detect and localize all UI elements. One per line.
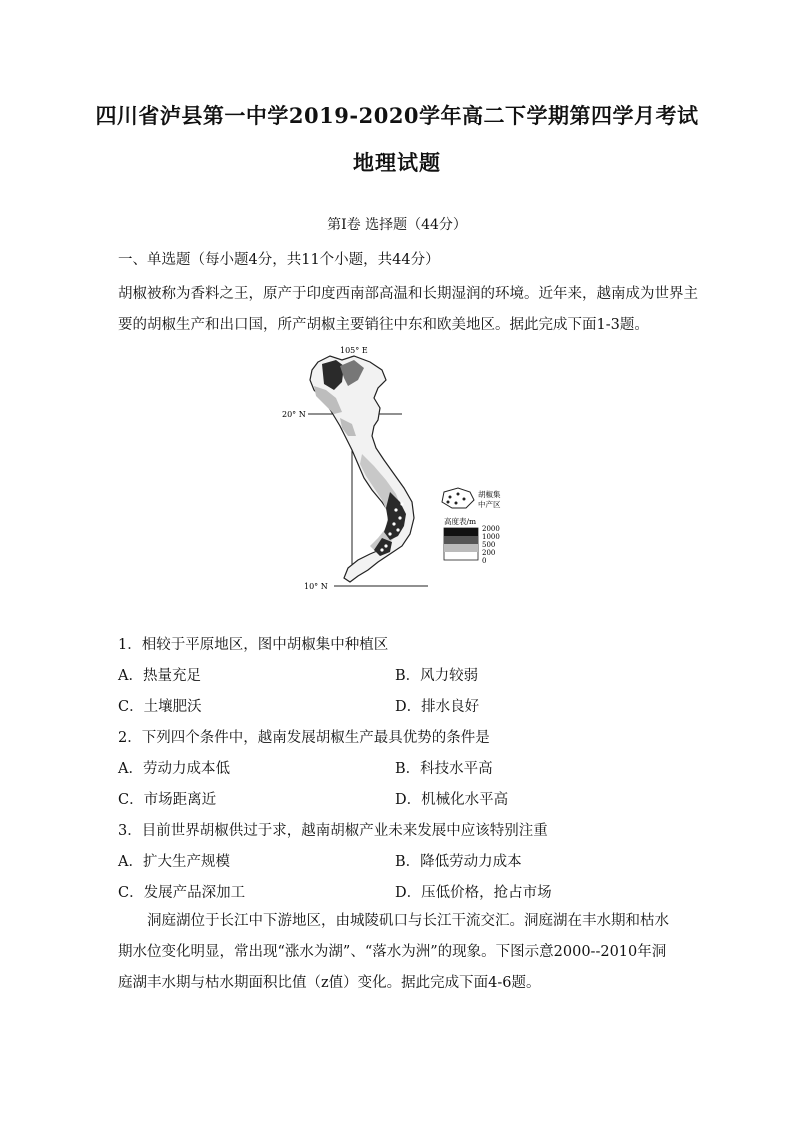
question-3-option-a: A．扩大生产规模 (118, 854, 230, 870)
question-1-stem: 1．相较于平原地区，图中胡椒集中种植区 (118, 637, 389, 653)
subject-title: 地理试题 (353, 150, 441, 175)
intro1-line1: 胡椒被称为香料之王，原产于印度西南部高温和长期湿润的环境。近年来，越南成为世界主 (118, 286, 698, 302)
question-2-stem: 2．下列四个条件中，越南发展胡椒生产最具优势的条件是 (118, 730, 490, 746)
legend-pepper-symbol (442, 488, 474, 508)
question-3-option-d: D．压低价格，抢占市场 (395, 885, 552, 901)
legend-pepper-label-1: 胡椒集 (478, 490, 501, 499)
intro2-paragraph: 洞庭湖位于长江中下游地区，由城陵矶口与长江干流交汇。洞庭湖在丰水期和枯水期水位变化明显，常出现“涨水为湖”、“落水为洲”的现象。下图示意2000--2010年洞庭湖丰水期与枯水期面积比值（z值）变化。据此完成下面4-6题。 (118, 913, 669, 991)
vietnam-pepper-map (278, 342, 518, 592)
legend-band-1000 (444, 536, 478, 544)
map-svg (278, 342, 518, 592)
legend-level-2000: 2000 (482, 525, 500, 533)
legend-band-500 (444, 544, 478, 552)
legend-level-1000: 1000 (482, 533, 500, 541)
part-heading: 一、单选题（每小题4分，共11个小题，共44分） (118, 252, 440, 268)
question-1-option-a: A．热量充足 (118, 668, 201, 684)
question-2-option-c: C．市场距离近 (118, 792, 217, 808)
lon-label: 105° E (340, 346, 368, 355)
lat10-label: 10° N (304, 582, 328, 591)
question-1-option-b: B．风力较弱 (395, 668, 479, 684)
question-3-stem: 3．目前世界胡椒供过于求，越南胡椒产业未来发展中应该特别注重 (118, 823, 548, 839)
legend-band-2000 (444, 528, 478, 536)
legend-elevation-title: 高度表/m (444, 517, 477, 526)
question-2-option-a: A．劳动力成本低 (118, 761, 230, 777)
legend-level-200: 200 (482, 549, 496, 557)
section-title: 第Ⅰ卷 选择题（44分） (327, 217, 467, 233)
legend-pepper-label-2: 中产区 (478, 500, 501, 509)
question-1-option-d: D．排水良好 (395, 699, 480, 715)
question-2-option-b: B．科技水平高 (395, 761, 493, 777)
exam-title: 四川省泸县第一中学2019-2020学年高二下学期第四学月考试 (95, 103, 699, 128)
lat20-label: 20° N (282, 410, 306, 419)
question-3-option-b: B．降低劳动力成本 (395, 854, 522, 870)
question-3-option-c: C．发展产品深加工 (118, 885, 246, 901)
legend-level-0: 0 (482, 557, 487, 565)
question-2-option-d: D．机械化水平高 (395, 792, 509, 808)
legend-level-500: 500 (482, 541, 496, 549)
question-1-option-c: C．土壤肥沃 (118, 699, 202, 715)
intro1-line2: 要的胡椒生产和出口国，所产胡椒主要销往中东和欧美地区。据此完成下面1-3题。 (118, 317, 649, 333)
